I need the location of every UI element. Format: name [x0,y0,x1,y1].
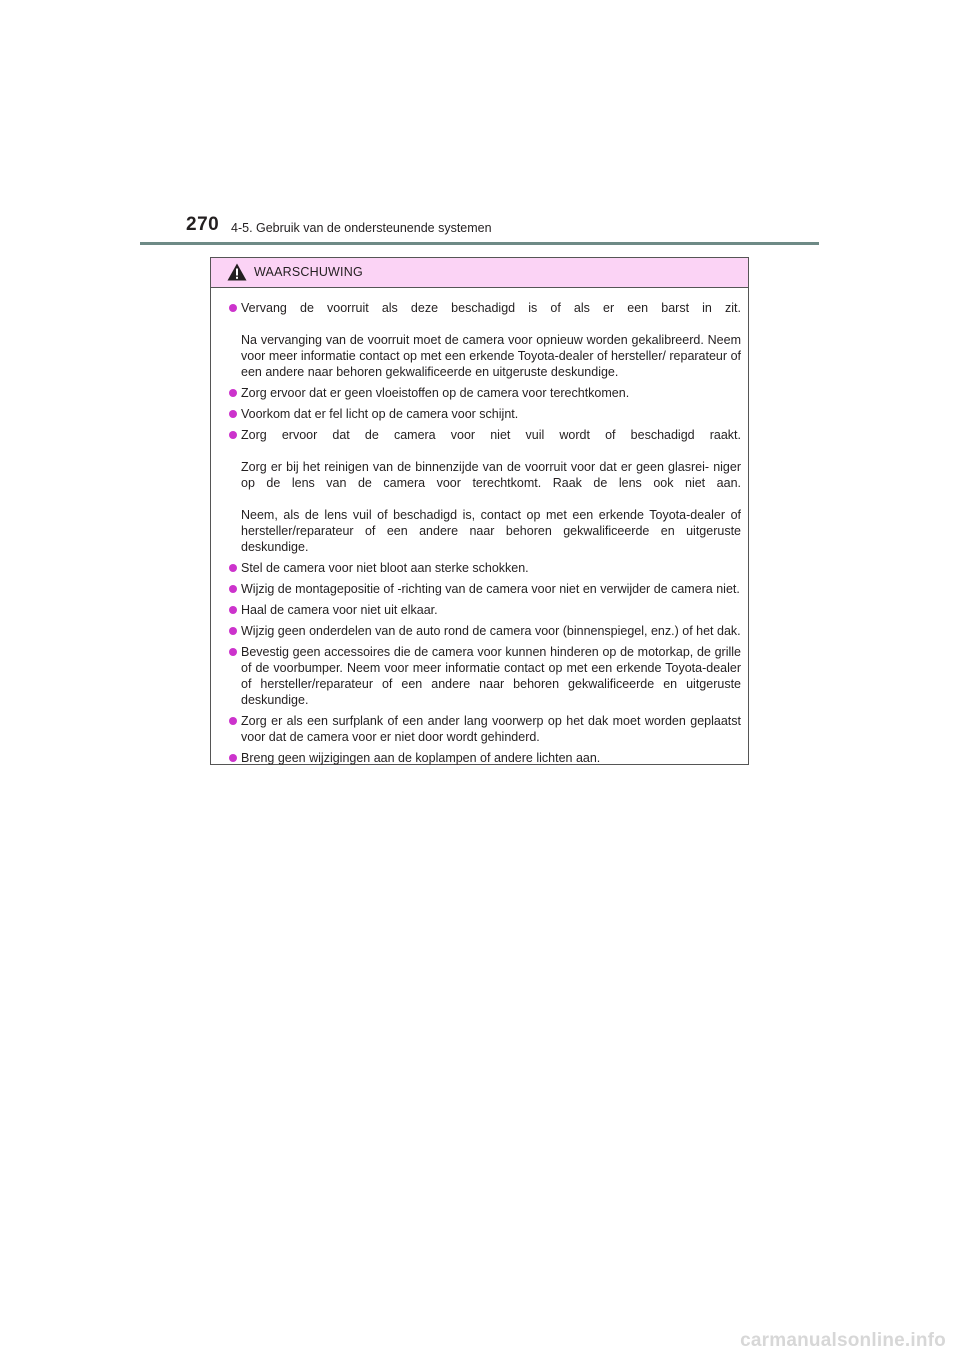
bullet-icon [229,410,237,418]
page-number: 270 [186,214,220,235]
bullet-icon [229,754,237,762]
warning-paragraph: Wijzig de montagepositie of -richting van de camera voor niet en verwijder de camera niet. [241,582,740,596]
warning-paragraph: Haal de camera voor niet uit elkaar. [241,603,438,617]
bullet-icon [229,585,237,593]
watermark: carmanualsonline.info [740,1330,946,1351]
warning-paragraph: Bevestig geen accessoires die de camera voor kunnen hinderen op de motorkap, de grille of de voorbumper. Neem voor meer informatie contact op met een erkende Toyota-dealer of hersteller/reparateur of een andere naar behoren gekwalificeerde en uitgeruste deskundige. [241,645,741,707]
warning-item [229,581,741,597]
warning-item [229,644,741,708]
warning-paragraph: Stel de camera voor niet bloot aan sterke schokken. [241,561,529,575]
warning-item [229,713,741,745]
bullet-icon [229,648,237,656]
warning-paragraph: Zorg ervoor dat de camera voor niet vuil wordt of beschadigd raakt. [241,428,741,442]
warning-list [211,288,748,766]
warning-item [229,427,741,555]
header-rule [140,242,819,245]
warning-paragraph: Wijzig geen onderdelen van de auto rond de camera voor (binnenspiegel, enz.) of het dak. [241,624,741,638]
warning-paragraph: Zorg er als een surfplank of een ander lang voorwerp op het dak moet worden geplaatst voor dat de camera voor er niet door wordt gehinderd. [241,714,741,744]
warning-item [229,385,741,401]
warning-item [229,406,741,422]
warning-header [211,258,748,288]
warning-item [229,750,741,766]
warning-item [229,300,741,380]
warning-item [229,623,741,639]
section-title: 4-5. Gebruik van de ondersteunende systemen [231,221,492,235]
warning-paragraph: Zorg er bij het reinigen van de binnenzijde van de voorruit voor dat er geen glasrei- niger op de lens van de camera voor terechtkomt. Raak de lens ook niet aan. [241,460,741,490]
warning-box [210,257,749,765]
bullet-icon [229,304,237,312]
bullet-icon [229,564,237,572]
bullet-icon [229,606,237,614]
warning-paragraph: Zorg ervoor dat er geen vloeistoffen op de camera voor terechtkomen. [241,386,630,400]
warning-paragraph: Voorkom dat er fel licht op de camera voor schijnt. [241,407,519,421]
bullet-icon [229,627,237,635]
warning-paragraph: Breng geen wijzigingen aan de koplampen of andere lichten aan. [241,751,601,765]
warning-triangle-icon [227,263,247,281]
bullet-icon [229,717,237,725]
warning-title: WAARSCHUWING [254,265,363,279]
warning-paragraph: Neem, als de lens vuil of beschadigd is, contact op met een erkende Toyota-dealer of hersteller/reparateur of een andere naar behoren gekwalificeerde en uitgeruste deskundige. [241,508,741,554]
bullet-icon [229,431,237,439]
warning-item [229,602,741,618]
warning-paragraph: Na vervanging van de voorruit moet de camera voor opnieuw worden gekalibreerd. Neem voor meer informatie contact op met een erkende Toyota-dealer of hersteller/ reparateur of een andere naar behoren gekwalificeerde en uitgeruste deskundige. [241,333,741,379]
warning-item [229,560,741,576]
bullet-icon [229,389,237,397]
warning-paragraph: Vervang de voorruit als deze beschadigd is of als er een barst in zit. [241,301,741,315]
